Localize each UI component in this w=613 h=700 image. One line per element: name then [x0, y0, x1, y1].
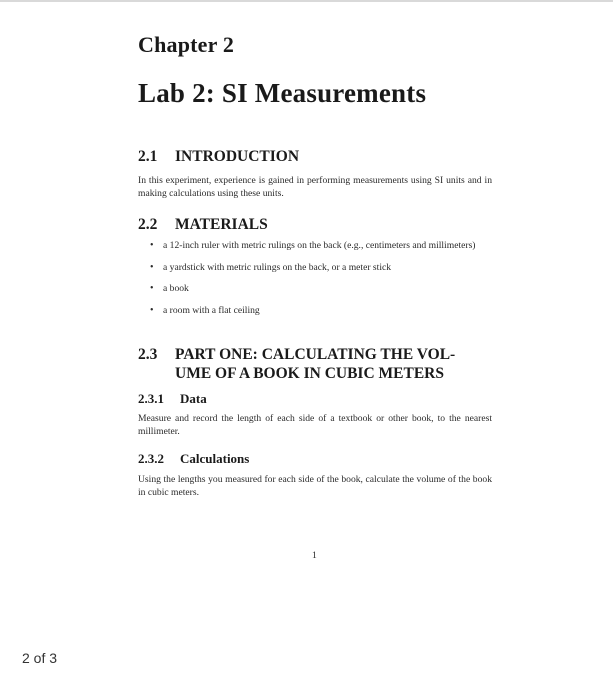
- section-title: INTRODUCTION: [175, 148, 300, 165]
- section-number: 2.3: [138, 346, 158, 363]
- introduction-paragraph: In this experiment, experience is gained in performing measurements using SI units and in making calculations using these units.: [138, 175, 492, 199]
- subsection-title: Calculations: [180, 451, 250, 466]
- page-indicator: 2 of 3: [22, 650, 58, 666]
- section-number: 2.1: [138, 148, 158, 165]
- calculations-paragraph: Using the lengths you measured for each side of the book, calculate the volume of the book in cubic meters.: [138, 474, 492, 498]
- subsection-number: 2.3.1: [138, 391, 164, 406]
- bullet-icon: •: [150, 283, 154, 294]
- page-title: Lab 2: SI Measurements: [138, 78, 427, 108]
- list-item-text: a yardstick with metric rulings on the back, or a meter stick: [163, 261, 392, 273]
- subsection-heading-data: [138, 391, 207, 407]
- materials-list: [150, 240, 492, 317]
- list-item-text: a 12-inch ruler with metric rulings on the back (e.g., centimeters and millimeters): [163, 240, 476, 251]
- subsection-title: Data: [180, 391, 207, 406]
- data-paragraph: Measure and record the length of each side of a textbook or other book, to the nearest millimeter.: [138, 413, 492, 437]
- section-title-line1: PART ONE: CALCULATING THE VOL-: [175, 346, 456, 363]
- bullet-icon: •: [150, 261, 154, 273]
- section-title: MATERIALS: [175, 216, 268, 233]
- section-number: 2.2: [138, 216, 158, 233]
- list-item-text: a room with a flat ceiling: [163, 304, 260, 316]
- subsection-number: 2.3.2: [138, 451, 164, 466]
- section-heading-materials: [138, 216, 268, 234]
- list-item-text: a book: [163, 283, 189, 294]
- bullet-icon: •: [150, 304, 154, 316]
- list-item: [150, 262, 492, 275]
- bullet-icon: •: [150, 240, 154, 251]
- list-item: [150, 240, 492, 253]
- list-item: [150, 283, 492, 296]
- document-page: [0, 2, 613, 700]
- page-number: 1: [312, 550, 317, 561]
- list-item: [150, 305, 492, 318]
- section-title-line2: UME OF A BOOK IN CUBIC METERS: [175, 365, 444, 382]
- chapter-label: Chapter 2: [138, 32, 235, 57]
- section-heading-introduction: [138, 148, 299, 166]
- subsection-heading-calculations: [138, 451, 249, 467]
- section-heading-part-one: [138, 345, 455, 383]
